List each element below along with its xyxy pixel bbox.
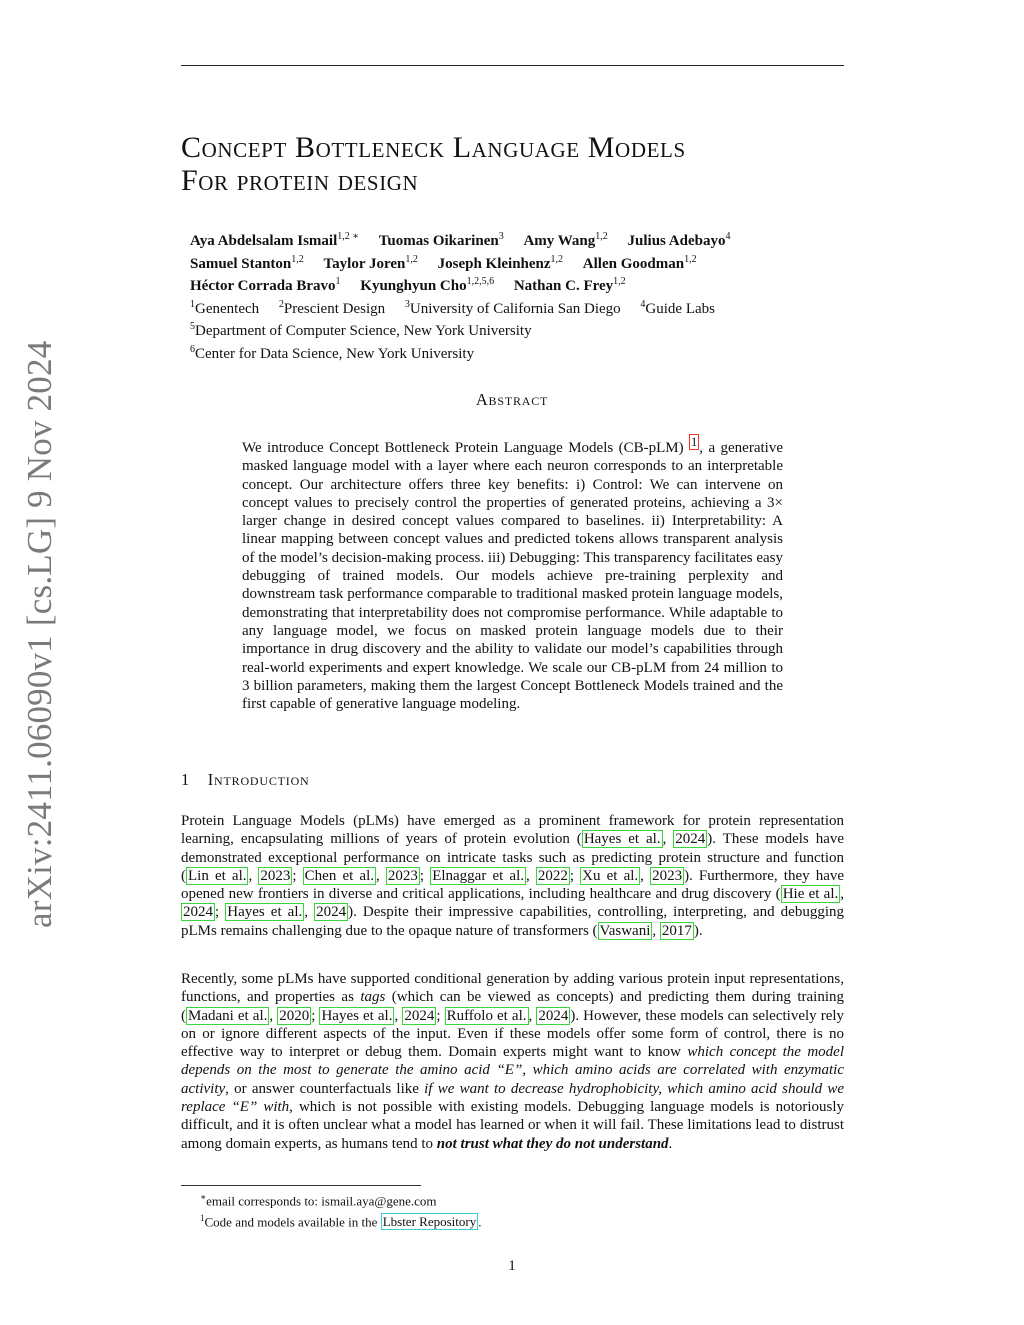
author-name: Kyunghyun Cho$^{1,2,5,6}$ <box>360 276 495 294</box>
paper-title <box>181 131 881 197</box>
author-name: Tuomas Oikarinen$^3$ <box>378 231 504 249</box>
intro-paragraph-2: Recently, some pLMs have supported conditional generation by adding various protein input representations, functions, and properties as tags (which can be viewed as concepts) and predicting them during training ( Madani et al. , 2020 ; Hayes et al. , 2024 ; Ruffolo et al. , 2024 ). However, these models can selectively rely on or ignore different aspects of the input. Even if these models offer some form of control, there is no effective way to interpret or debug them. Domain experts might want to know which concept the model depends on the most to generate the amino acid “E”, which amino acids are correlated with enzymatic activity, or answer counterfactuals like if we want to decrease hydrophobicity, which amino acid should we replace “E” with, which is not possible with existing models. Debugging language models is notoriously difficult, and it is often unclear what a model has learned or when it will fail. These limitations lead to distrust among domain experts, as humans tend to not trust what they do not understand. <box>181 971 845 1152</box>
author-name: Héctor Corrada Bravo$^1$ <box>190 276 341 294</box>
citation-year-link[interactable]: 2017 <box>661 922 692 939</box>
author-row-3 <box>190 273 850 296</box>
affiliation-row-3 <box>190 341 850 364</box>
section-number: 1 <box>181 770 190 789</box>
author-name: Nathan C. Frey$^{1,2}$ <box>513 276 626 294</box>
footnote-email: ∗email corresponds to: ismail.aya@gene.com <box>200 1192 437 1209</box>
repository-link[interactable]: Lbster Repository <box>382 1214 477 1230</box>
title-line-1: Concept Bottleneck Language Models <box>181 131 686 164</box>
author-name: Samuel Stanton$^{1,2}$ <box>190 253 304 272</box>
citation-year-link[interactable]: 2023 <box>387 867 418 884</box>
abstract-text: We introduce Concept Bottleneck Protein Language Models (CB-pLM) $^1$ , a generative masked language model with a layer where each neuron corresponds to an interpretable concept. Our architecture offers three key benefits: i) Control: We can intervene on concept values to precisely control the properties of generated proteins, achieving a 3× larger change in desired concept values compared to baselines. ii) Interpretability: A linear mapping between concept values and predicted tokens allows transparent analysis of the model’s decision-making process. iii) Debugging: This transparency facilitates easy debugging of trained models. Our models achieve pre-training perplexity and downstream task performance comparable to traditional masked protein language models, demonstrating that interpretability does not compromise performance. While adaptable to any language model, we focus on masked protein language models due to their importance in drug discovery and the ability to validate our model’s capabilities through real-world experiments and expert knowledge. We scale our CB-pLM from 24 million to 3 billion parameters, making them the largest Concept Bottleneck Models trained and the first capable of generative language modeling. <box>242 435 783 713</box>
citation-link[interactable]: Hayes et al. <box>321 1007 393 1024</box>
section-heading <box>181 770 310 790</box>
citation-link[interactable]: Elnaggar et al. <box>432 867 524 884</box>
footnote-rule <box>181 1185 421 1186</box>
affiliation: $^3$University of California San Diego <box>404 298 621 317</box>
author-block <box>190 228 850 363</box>
citation-link[interactable]: Vaswani <box>599 922 651 939</box>
affiliation: $^4$Guide Labs <box>640 298 715 317</box>
title-line-2: For protein design <box>181 164 419 197</box>
affiliation: $^1$Genentech <box>190 298 260 317</box>
citation-year-link[interactable]: 2022 <box>537 867 568 884</box>
citation-link[interactable]: Hayes et al. <box>583 831 661 848</box>
section-name: Introduction <box>207 770 310 789</box>
author-name: Allen Goodman$^{1,2}$ <box>582 253 697 272</box>
citation-link[interactable]: Madani et al. <box>188 1007 268 1024</box>
intro-paragraph-1: Protein Language Models (pLMs) have emerged as a prominent framework for protein representation learning, encapsulating millions of years of protein evolution ( Hayes et al. , 2024 ). These models have demonstrated exceptional performance on intricate tasks such as predicting protein structure and function ( Lin et al. , 2023 ; Chen et al. , 2023 ; Elnaggar et al. , 2022 ; Xu et al. , 2023 ). Furthermore, they have opened new frontiers in diverse and critical applications, including healthcare and drug discovery ( Hie et al. , 2024 ; Hayes et al. , 2024 ). Despite their impressive capabilities, controlling, interpreting, and debugging pLMs remains challenging due to the opaque nature of transformers ( Vaswani , 2017 ). <box>181 813 845 939</box>
author-name: Amy Wang$^{1,2}$ <box>523 231 608 249</box>
author-name: Aya Abdelsalam Ismail$^{1,2 ∗}$ <box>190 231 360 249</box>
citation-year-link[interactable]: 2023 <box>652 867 683 884</box>
citation-year-link[interactable]: 2024 <box>183 904 213 921</box>
author-name: Joseph Kleinhenz$^{1,2}$ <box>437 253 564 272</box>
abstract-heading: Abstract <box>475 390 549 409</box>
citation-year-link[interactable]: 2024 <box>316 904 347 921</box>
affiliation: $^5$Department of Computer Science, New York University <box>190 321 532 339</box>
author-row-2 <box>190 251 850 274</box>
top-rule <box>181 65 844 66</box>
citation-year-link[interactable]: 2023 <box>260 867 291 884</box>
citation-link[interactable]: Chen et al. <box>304 867 374 884</box>
affiliation: $^2$Prescient Design <box>278 298 386 317</box>
author-row-1 <box>190 228 850 251</box>
affiliation-row-1 <box>190 296 850 319</box>
affiliation: $^6$Center for Data Science, New York University <box>190 343 475 362</box>
citation-year-link[interactable]: 2024 <box>675 831 706 848</box>
citation-year-link[interactable]: 2024 <box>538 1007 569 1024</box>
citation-link[interactable]: Xu et al. <box>582 867 639 884</box>
author-name: Taylor Joren$^{1,2}$ <box>323 253 418 272</box>
footnotes <box>200 1189 840 1231</box>
affiliation-row-2 <box>190 318 850 341</box>
author-name: Julius Adebayo$^4$ <box>627 231 731 249</box>
citation-link[interactable]: Hayes et al. <box>227 904 303 921</box>
citation-link[interactable]: Ruffolo et al. <box>446 1007 527 1024</box>
footnote-code: $^1$Code and models available in the Lbster Repository . <box>200 1212 482 1230</box>
citation-link[interactable]: Lin et al. <box>188 867 247 884</box>
page-number: 1 <box>508 1258 516 1274</box>
citation-link[interactable]: Hie et al. <box>782 886 839 903</box>
citation-year-link[interactable]: 2020 <box>279 1007 310 1024</box>
citation-year-link[interactable]: 2024 <box>404 1007 435 1024</box>
footnote-link[interactable]: 1 <box>691 435 698 449</box>
arxiv-identifier-stamp: arXiv:2411.06090v1 [cs.LG] 9 Nov 2024 <box>20 340 59 928</box>
